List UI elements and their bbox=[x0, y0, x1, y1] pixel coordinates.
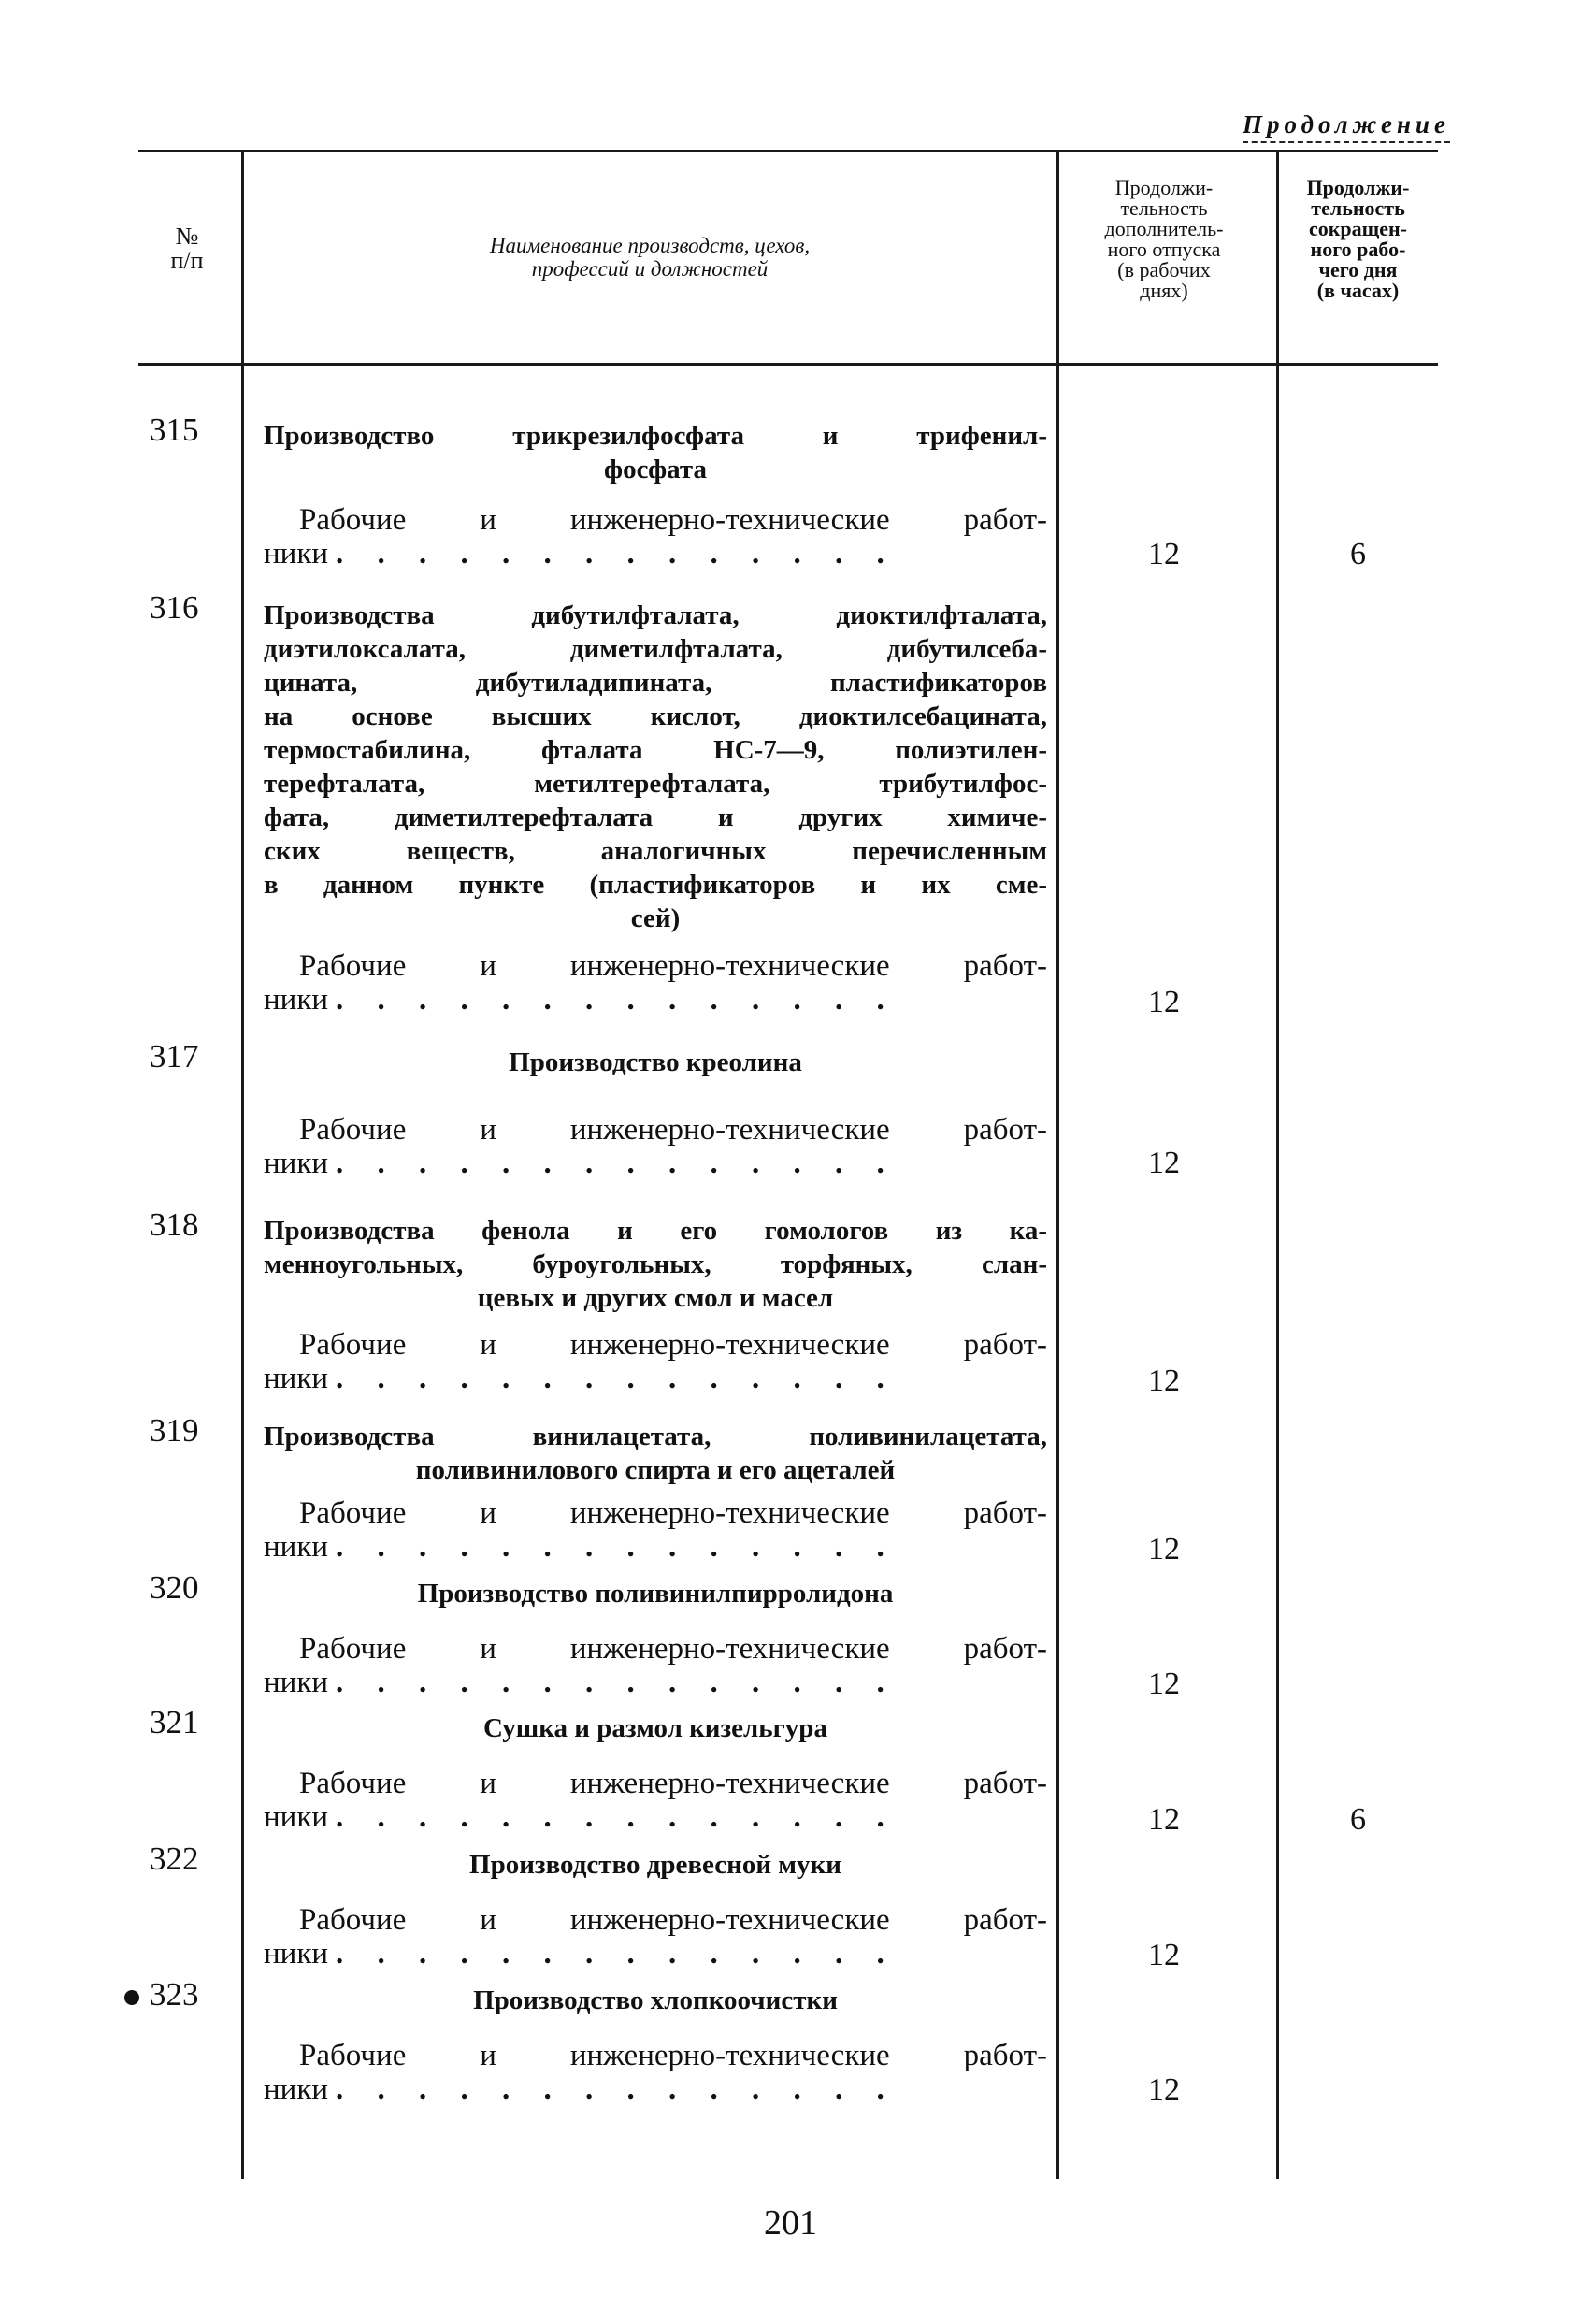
header-shortened-day bbox=[1281, 178, 1435, 301]
header-col2-line: (в часах) bbox=[1316, 279, 1400, 302]
entry-title bbox=[264, 599, 1047, 935]
entry-title-line: Производство поливинилпирролидона bbox=[417, 1579, 894, 1609]
leader-dots: . . . . . . . . . . . . . . bbox=[336, 2072, 898, 2106]
entry-number: 318 bbox=[150, 1206, 199, 1243]
worker-word: ники bbox=[264, 1147, 329, 1180]
worker-word: ники bbox=[264, 1362, 329, 1395]
entry-title bbox=[264, 1577, 1047, 1610]
worker-line bbox=[264, 1632, 1047, 1699]
leader-dots: . . . . . . . . . . . . . . bbox=[336, 537, 898, 570]
worker-word: Рабочие bbox=[299, 503, 407, 537]
shortened-day-hours: 6 bbox=[1350, 1802, 1366, 1837]
shortened-day-hours: 6 bbox=[1350, 537, 1366, 571]
header-col1-line: ного отпуска bbox=[1107, 238, 1221, 261]
header-name-line: Наименование производств, цехов, bbox=[489, 234, 811, 257]
entry-number: 317 bbox=[150, 1038, 199, 1075]
leader-dots: . . . . . . . . . . . . . . bbox=[336, 1937, 898, 1970]
extra-leave-days: 12 bbox=[1148, 1364, 1180, 1398]
extra-leave-days: 12 bbox=[1148, 537, 1180, 571]
column-divider-2 bbox=[1056, 150, 1059, 2179]
extra-leave-days: 12 bbox=[1148, 1802, 1180, 1837]
worker-word: инженерно-технические bbox=[569, 1767, 890, 1800]
worker-line bbox=[264, 949, 1047, 1017]
header-extra-leave bbox=[1061, 178, 1267, 301]
entry-title bbox=[264, 1214, 1047, 1315]
worker-word: работ- bbox=[963, 1328, 1047, 1362]
entry-title-line: Производство трикрезилфосфата и трифенил- bbox=[264, 421, 1047, 451]
worker-word: инженерно-технические bbox=[569, 2039, 890, 2072]
entry-title-line: фата, диметилтерефталата и других химиче- bbox=[264, 802, 1047, 832]
worker-word: и bbox=[480, 1113, 496, 1147]
entry-title-line: Производство хлопкоочистки bbox=[473, 1985, 838, 2015]
worker-word: работ- bbox=[963, 1903, 1047, 1937]
worker-word: инженерно-технические bbox=[569, 1903, 890, 1937]
header-col1-line: днях) bbox=[1140, 279, 1188, 302]
header-col1-line: (в рабочих bbox=[1117, 258, 1211, 281]
entry-title-line: Сушка и размол кизельгура bbox=[483, 1713, 827, 1743]
header-col1-line: дополнитель- bbox=[1104, 217, 1224, 240]
page-number: 201 bbox=[764, 2203, 817, 2243]
entry-title-line: менноугольных, буроугольных, торфяных, слан- bbox=[264, 1249, 1047, 1279]
column-divider-3 bbox=[1276, 150, 1279, 2179]
worker-word: Рабочие bbox=[299, 1767, 407, 1800]
table-top-rule bbox=[138, 150, 1438, 152]
entry-title-line: поливинилового спирта и его ацеталей bbox=[415, 1455, 896, 1485]
leader-dots: . . . . . . . . . . . . . . bbox=[336, 1666, 898, 1699]
extra-leave-days: 12 bbox=[1148, 2072, 1180, 2107]
worker-word: работ- bbox=[963, 1767, 1047, 1800]
entry-title-line: фосфата bbox=[604, 455, 707, 484]
entry-number: 320 bbox=[150, 1569, 199, 1606]
entry-title bbox=[264, 1984, 1047, 2017]
worker-word: работ- bbox=[963, 1496, 1047, 1530]
entry-number: 316 bbox=[150, 589, 199, 626]
leader-dots: . . . . . . . . . . . . . . bbox=[336, 983, 898, 1017]
worker-word: работ- bbox=[963, 503, 1047, 537]
entry-title-line: диэтилоксалата, диметилфталата, дибутилсеба- bbox=[264, 634, 1047, 664]
worker-word: инженерно-технические bbox=[569, 503, 890, 537]
worker-word: и bbox=[480, 1767, 496, 1800]
entry-title-line: в данном пункте (пластификаторов и их сме- bbox=[264, 870, 1047, 900]
worker-word: ники bbox=[264, 537, 329, 570]
entry-number: 322 bbox=[150, 1840, 199, 1877]
bullet-mark bbox=[124, 1990, 139, 2005]
entry-title-line: цината, дибутиладипината, пластификаторов bbox=[264, 668, 1047, 698]
worker-word: Рабочие bbox=[299, 1632, 407, 1666]
worker-line bbox=[264, 503, 1047, 570]
worker-word: и bbox=[480, 2039, 496, 2072]
entry-title-line: термостабилина, фталата НС-7—9, полиэтилен- bbox=[264, 735, 1047, 765]
entry-title-line: терефталата, метилтерефталата, трибутилфос- bbox=[264, 769, 1047, 799]
worker-word: работ- bbox=[963, 1632, 1047, 1666]
extra-leave-days: 12 bbox=[1148, 1146, 1180, 1180]
worker-word: Рабочие bbox=[299, 2039, 407, 2072]
leader-dots: . . . . . . . . . . . . . . bbox=[336, 1147, 898, 1180]
worker-line bbox=[264, 1767, 1047, 1834]
header-col1-line: Продолжи- bbox=[1114, 176, 1214, 199]
entry-title bbox=[264, 1711, 1047, 1745]
worker-line bbox=[264, 1328, 1047, 1395]
entry-title-line: сей) bbox=[630, 903, 681, 933]
header-number bbox=[131, 224, 243, 273]
worker-word: ники bbox=[264, 1800, 329, 1834]
header-name bbox=[252, 234, 1047, 281]
entry-title-line: цевых и других смол и масел bbox=[477, 1283, 834, 1313]
worker-word: Рабочие bbox=[299, 1903, 407, 1937]
worker-word: Рабочие bbox=[299, 1328, 407, 1362]
entry-title bbox=[264, 419, 1047, 486]
header-bottom-rule bbox=[138, 363, 1438, 366]
worker-word: и bbox=[480, 949, 496, 983]
worker-line bbox=[264, 2039, 1047, 2106]
entry-title-line: ских веществ, аналогичных перечисленным bbox=[264, 836, 1047, 866]
worker-line bbox=[264, 1903, 1047, 1970]
leader-dots: . . . . . . . . . . . . . . bbox=[336, 1800, 898, 1834]
worker-word: работ- bbox=[963, 1113, 1047, 1147]
header-col2-line: тельность bbox=[1311, 196, 1405, 220]
leader-dots: . . . . . . . . . . . . . . bbox=[336, 1530, 898, 1564]
continuation-label: Продолжение bbox=[1243, 110, 1450, 143]
worker-word: ники bbox=[264, 983, 329, 1017]
worker-line bbox=[264, 1113, 1047, 1180]
worker-word: Рабочие bbox=[299, 1113, 407, 1147]
entry-number: 315 bbox=[150, 411, 199, 448]
header-name-line: профессий и должностей bbox=[531, 257, 769, 281]
worker-word: инженерно-технические bbox=[569, 1328, 890, 1362]
extra-leave-days: 12 bbox=[1148, 1532, 1180, 1566]
entry-title bbox=[264, 1848, 1047, 1882]
header-col2-line: сокращен- bbox=[1308, 217, 1407, 240]
worker-word: инженерно-технические bbox=[569, 1632, 890, 1666]
header-col2-line: Продолжи- bbox=[1306, 176, 1410, 199]
worker-word: ники bbox=[264, 1666, 329, 1699]
worker-word: ники bbox=[264, 1530, 329, 1564]
leader-dots: . . . . . . . . . . . . . . bbox=[336, 1362, 898, 1395]
worker-word: инженерно-технические bbox=[569, 949, 890, 983]
worker-word: работ- bbox=[963, 2039, 1047, 2072]
worker-word: инженерно-технические bbox=[569, 1496, 890, 1530]
worker-word: и bbox=[480, 1328, 496, 1362]
worker-word: Рабочие bbox=[299, 949, 407, 983]
worker-line bbox=[264, 1496, 1047, 1564]
column-divider-1 bbox=[241, 150, 244, 2179]
worker-word: работ- bbox=[963, 949, 1047, 983]
header-col2-line: чего дня bbox=[1318, 258, 1398, 281]
worker-word: и bbox=[480, 1632, 496, 1666]
entry-title-line: Производство креолина bbox=[509, 1047, 802, 1077]
extra-leave-days: 12 bbox=[1148, 1667, 1180, 1701]
worker-word: и bbox=[480, 1496, 496, 1530]
header-number-symbol: № bbox=[175, 223, 199, 250]
worker-word: и bbox=[480, 1903, 496, 1937]
worker-word: ники bbox=[264, 1937, 329, 1970]
entry-title-line: Производства винилацетата, поливинилацетата, bbox=[264, 1422, 1047, 1451]
entry-title bbox=[264, 1046, 1047, 1079]
entry-title-line: на основе высших кислот, диоктилсебацината, bbox=[264, 701, 1047, 731]
worker-word: инженерно-технические bbox=[569, 1113, 890, 1147]
header-col1-line: тельность bbox=[1120, 196, 1208, 220]
entry-number: 319 bbox=[150, 1412, 199, 1449]
entry-title-line: Производства дибутилфталата, диоктилфталата, bbox=[264, 600, 1047, 630]
entry-title bbox=[264, 1420, 1047, 1487]
entry-title-line: Производства фенола и его гомологов из ка- bbox=[264, 1216, 1047, 1246]
extra-leave-days: 12 bbox=[1148, 1938, 1180, 1972]
worker-word: ники bbox=[264, 2072, 329, 2106]
extra-leave-days: 12 bbox=[1148, 985, 1180, 1019]
entry-title-line: Производство древесной муки bbox=[469, 1850, 841, 1880]
header-col2-line: ного рабо- bbox=[1310, 238, 1406, 261]
entry-number: 321 bbox=[150, 1704, 199, 1740]
entry-number: 323 bbox=[150, 1976, 199, 2013]
header-number-abbr: п/п bbox=[170, 247, 204, 274]
worker-word: Рабочие bbox=[299, 1496, 407, 1530]
worker-word: и bbox=[480, 503, 496, 537]
